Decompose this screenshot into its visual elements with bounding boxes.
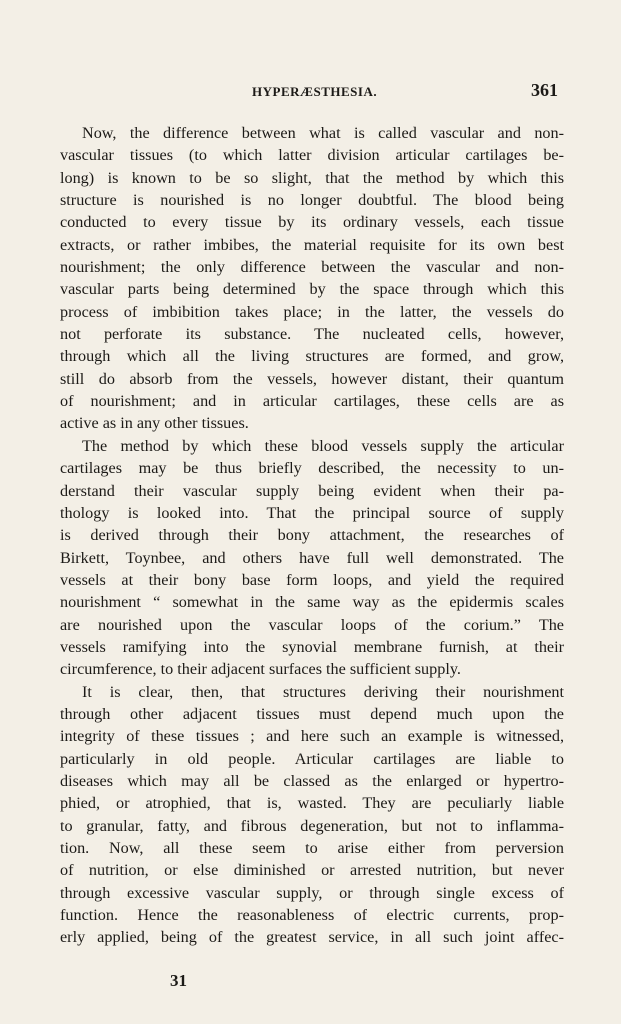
text-line: derstand their vascular supply being evident when their pa- bbox=[60, 481, 564, 500]
body-text bbox=[60, 122, 564, 949]
text-line: vascular tissues (to which latter division articular cartilages be- bbox=[60, 146, 564, 165]
text-line: integrity of these tissues ; and here such an example is witnessed, bbox=[60, 727, 564, 746]
text-line: vascular parts being determined by the space through which this bbox=[60, 280, 564, 299]
text-line: still do absorb from the vessels, however distant, their quantum bbox=[60, 369, 564, 388]
text-line: The method by which these blood vessels supply the articular bbox=[82, 436, 564, 455]
text-line: long) is known to be so slight, that the method by which this bbox=[60, 168, 564, 187]
text-line: conducted to every tissue by its ordinary vessels, each tissue bbox=[60, 213, 564, 232]
text-line: structure is nourished is no longer doubtful. The blood being bbox=[60, 191, 564, 210]
text-line: diseases which may all be classed as the enlarged or hypertro- bbox=[60, 771, 564, 790]
text-line: cartilages may be thus briefly described, the necessity to un- bbox=[60, 459, 564, 478]
text-line: of nutrition, or else diminished or arrested nutrition, but never bbox=[60, 861, 564, 880]
text-line: erly applied, being of the greatest service, in all such joint affec- bbox=[60, 928, 564, 947]
text-line: tion. Now, all these seem to arise either from perversion bbox=[60, 839, 564, 857]
text-line: through other adjacent tissues must depend much upon the bbox=[60, 704, 564, 723]
text-line: through which all the living structures are formed, and grow, bbox=[60, 347, 564, 366]
page-number: 361 bbox=[531, 80, 558, 100]
running-header: HYPERÆSTHESIA. bbox=[252, 84, 378, 99]
text-line: circumference, to their adjacent surfaces the sufficient supply. bbox=[60, 660, 461, 679]
text-line: It is clear, then, that structures deriving their nourishment bbox=[82, 682, 564, 701]
text-line: thology is looked into. That the principal source of supply bbox=[60, 503, 564, 522]
text-line: not perforate its substance. The nucleated cells, however, bbox=[60, 325, 564, 344]
text-line: through excessive vascular supply, or through single excess of bbox=[60, 883, 564, 902]
text-line: function. Hence the reasonableness of electric currents, prop- bbox=[60, 906, 564, 925]
text-line: particularly in old people. Articular cartilages are liable to bbox=[60, 749, 564, 768]
text-line: active as in any other tissues. bbox=[60, 414, 249, 433]
text-line: process of imbibition takes place; in the latter, the vessels do bbox=[60, 302, 564, 321]
text-line: phied, or atrophied, that is, wasted. They are peculiarly liable bbox=[60, 794, 564, 813]
text-line: nourishment “ somewhat in the same way as the epidermis scales bbox=[60, 593, 564, 612]
text-line: Now, the difference between what is called vascular and non- bbox=[82, 124, 564, 142]
text-line: of nourishment; and in articular cartilages, these cells are as bbox=[60, 392, 564, 411]
text-line: extracts, or rather imbibes, the material requisite for its own best bbox=[60, 235, 564, 254]
text-line: vessels ramifying into the synovial membrane furnish, at their bbox=[60, 637, 564, 656]
text-line: vessels at their bony base form loops, and yield the required bbox=[60, 570, 564, 589]
text-line: to granular, fatty, and fibrous degeneration, but not to inflamma- bbox=[60, 816, 564, 835]
text-line: is derived through their bony attachment, the researches of bbox=[60, 526, 564, 545]
text-line: nourishment; the only difference between the vascular and non- bbox=[60, 258, 564, 277]
text-line: Birkett, Toynbee, and others have full well demonstrated. The bbox=[60, 548, 564, 567]
signature-mark: 31 bbox=[170, 971, 187, 990]
text-line: are nourished upon the vascular loops of the corium.” The bbox=[60, 615, 564, 634]
